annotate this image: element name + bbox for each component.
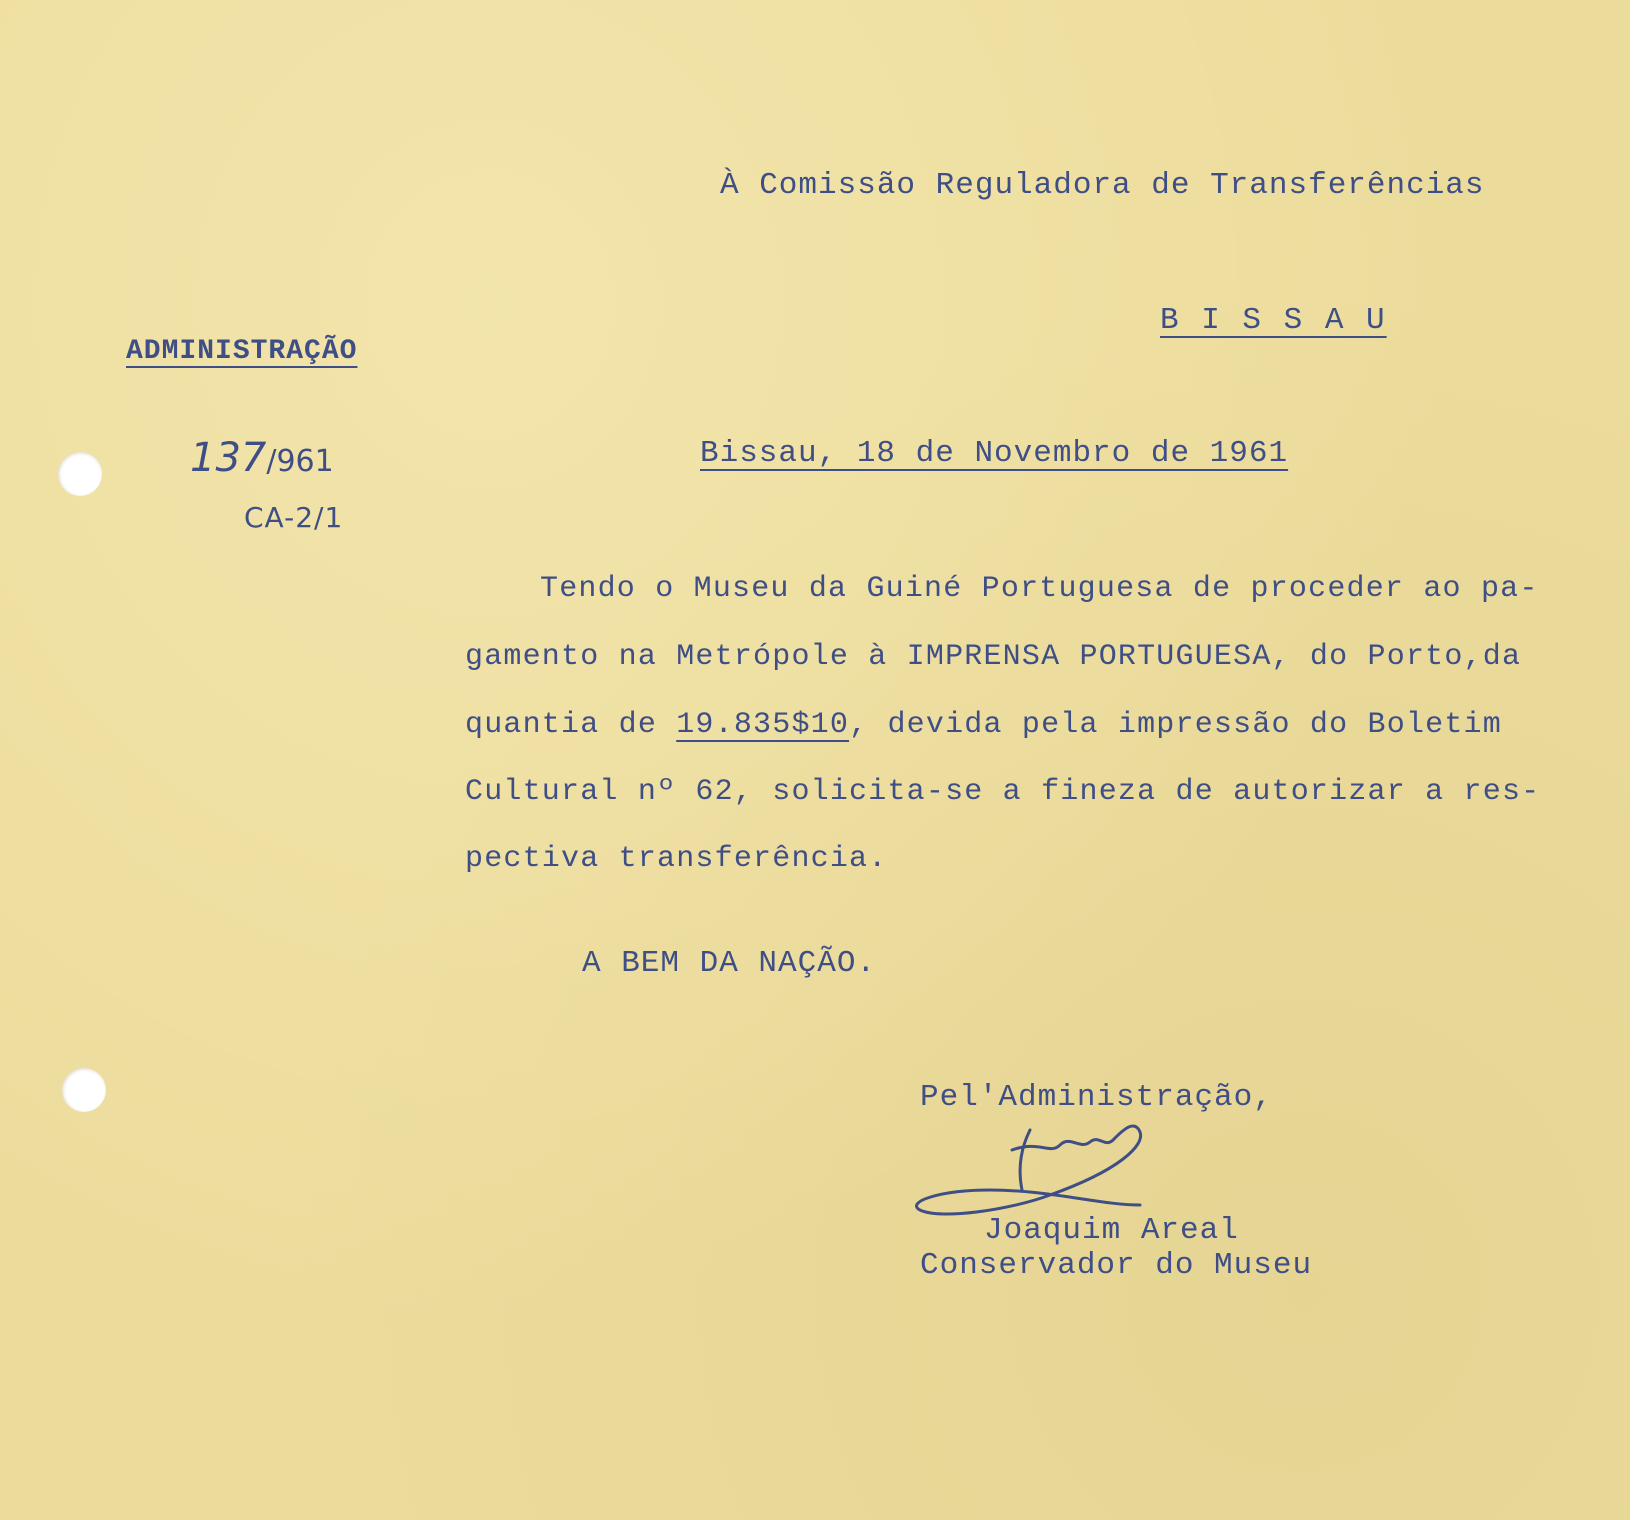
punch-hole-top: [58, 452, 102, 496]
body-line-4: Cultural nº 62, solicita-se a fineza de autorizar a res-: [465, 775, 1541, 809]
salutation: A BEM DA NAÇÃO.: [582, 946, 877, 981]
department-heading: ADMINISTRAÇÃO: [126, 336, 358, 367]
scan-edge: [1630, 0, 1643, 1520]
reference-code: CA-2/1: [244, 501, 344, 534]
body-line-1: Tendo o Museu da Guiné Portuguesa de proceder ao pa-: [540, 572, 1539, 606]
punch-hole-bottom: [62, 1068, 106, 1112]
reference-number-handwritten: 137: [190, 435, 267, 481]
reference-number: [190, 435, 334, 481]
closing-line: Pel'Administração,: [920, 1080, 1273, 1115]
date-line: Bissau, 18 de Novembro de 1961: [700, 436, 1289, 471]
amount: 19.835$10: [676, 708, 850, 742]
signatory-title: Conservador do Museu: [920, 1248, 1313, 1283]
body-line-2: gamento na Metrópole à IMPRENSA PORTUGUESA, do Porto,da: [465, 640, 1522, 674]
body-line-3-start: quantia de: [465, 708, 677, 742]
reference-year: /961: [266, 444, 334, 479]
body-line-5: pectiva transferência.: [465, 842, 888, 876]
body-line-3-end: , devida pela impressão do Boletim: [849, 708, 1502, 742]
city-heading: B I S S A U: [1160, 303, 1387, 338]
signatory-name: Joaquim Areal: [984, 1213, 1239, 1248]
handwritten-signature: [900, 1110, 1220, 1230]
addressee-line: À Comissão Reguladora de Transferências: [720, 168, 1485, 203]
body-line-3: [465, 710, 1502, 740]
